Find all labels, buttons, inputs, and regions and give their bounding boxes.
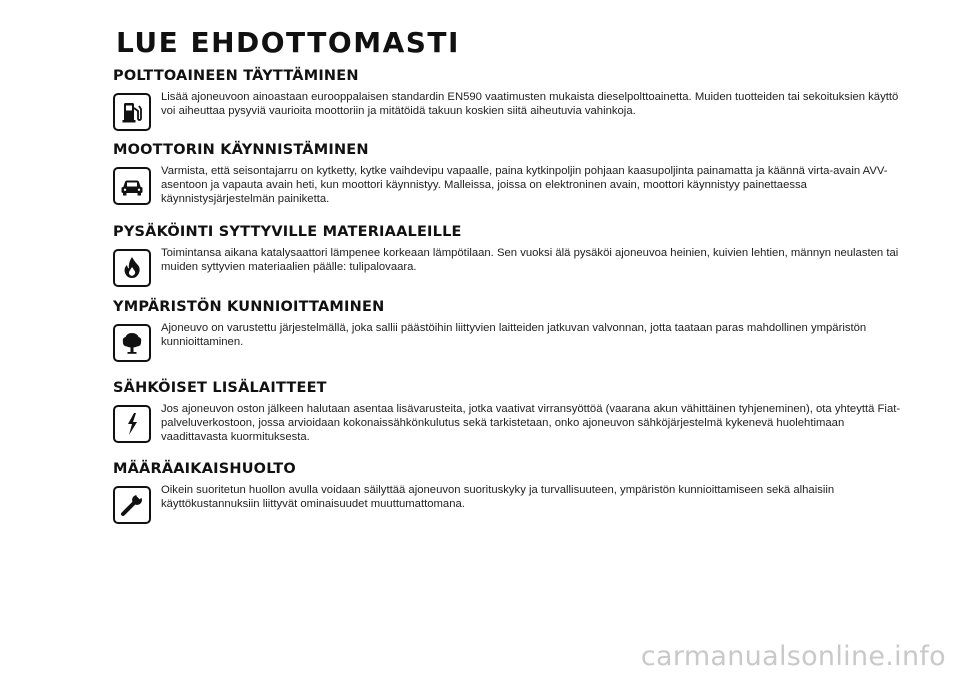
section-text: Lisää ajoneuvoon ainoastaan eurooppalaisen standardin EN590 vaatimusten mukaista dieselpolttoainetta. Muiden tuotteiden tai sekoituksien käyttö voi aiheuttaa pysyviä vaurioita moottoriin ja mitätöidä takuun koskien siitä aiheutuvia vahinkoja.: [161, 91, 899, 117]
wrench-icon: [113, 486, 151, 524]
section-heading: MOOTTORIN KÄYNNISTÄMINEN: [113, 142, 369, 158]
lightning-icon: [113, 405, 151, 443]
section-text: Oikein suoritetun huollon avulla voidaan säilyttää ajoneuvon suorituskyky ja turvallisuuteen, ympäristön kunnioittamiseen sekä alhaisiin käyttökustannuksiin liittyvät ominaisuudet muuttumattomana.: [161, 484, 835, 510]
section-engine-start: [113, 142, 913, 206]
section-text: Toimintansa aikana katalysaattori lämpenee korkeaan lämpötilaan. Sen vuoksi älä pysäköi ajoneuvoa heinien, kuivien lehtien, männyn neulasten tai muiden syttyvien materiaalien päälle: tulipalovaara.: [161, 247, 899, 273]
tree-icon: [113, 324, 151, 362]
section-text: Jos ajoneuvon oston jälkeen halutaan asentaa lisävarusteita, jotka vaativat virransyöttöä (vaarana akun vähittäinen tyhjeneminen), ota yhteyttä Fiat-palveluverkostoon, jossa arvioidaan kokonaissähkönkulutus sekä tarkistetaan, onko ajoneuvon sähköjärjestelmä kykenevä huolehtimaan vaadittavasta kuormituksesta.: [161, 403, 901, 443]
section-text: Ajoneuvo on varustettu järjestelmällä, joka sallii päästöihin liittyvien laitteiden jatkuvan valvonnan, jotta taataan paras mahdollinen ympäristön kunnioittaminen.: [161, 322, 867, 348]
section-environment: [113, 299, 913, 362]
section-heading: SÄHKÖISET LISÄLAITTEET: [113, 380, 327, 396]
section-heading: MÄÄRÄAIKAISHUOLTO: [113, 461, 296, 477]
section-electrical: [113, 380, 913, 444]
section-parking: [113, 224, 913, 287]
section-text: Varmista, että seisontajarru on kytketty, kytke vaihdevipu vapaalle, paina kytkinpoljin pohjaan kaasupoljinta painamatta ja käännä virta-avain AVV-asentoon ja vapauta avain heti, kun moottori käynnistyy. Malleissa, joissa on elektroninen avain, moottori käynnistyy painettaessa käynnistysjärjestelmän painiketta.: [161, 165, 888, 205]
section-heading: PYSÄKÖINTI SYTTYVILLE MATERIAALEILLE: [113, 224, 462, 240]
section-heading: YMPÄRISTÖN KUNNIOITTAMINEN: [113, 299, 385, 315]
section-heading: POLTTOAINEEN TÄYTTÄMINEN: [113, 68, 359, 84]
fire-icon: [113, 249, 151, 287]
watermark: carmanualsonline.info: [640, 641, 946, 672]
car-icon: [113, 167, 151, 205]
page-title: LUE EHDOTTOMASTI: [116, 26, 460, 59]
fuel-pump-icon: [113, 93, 151, 131]
section-maintenance: [113, 461, 913, 524]
section-fuel: [113, 68, 913, 131]
